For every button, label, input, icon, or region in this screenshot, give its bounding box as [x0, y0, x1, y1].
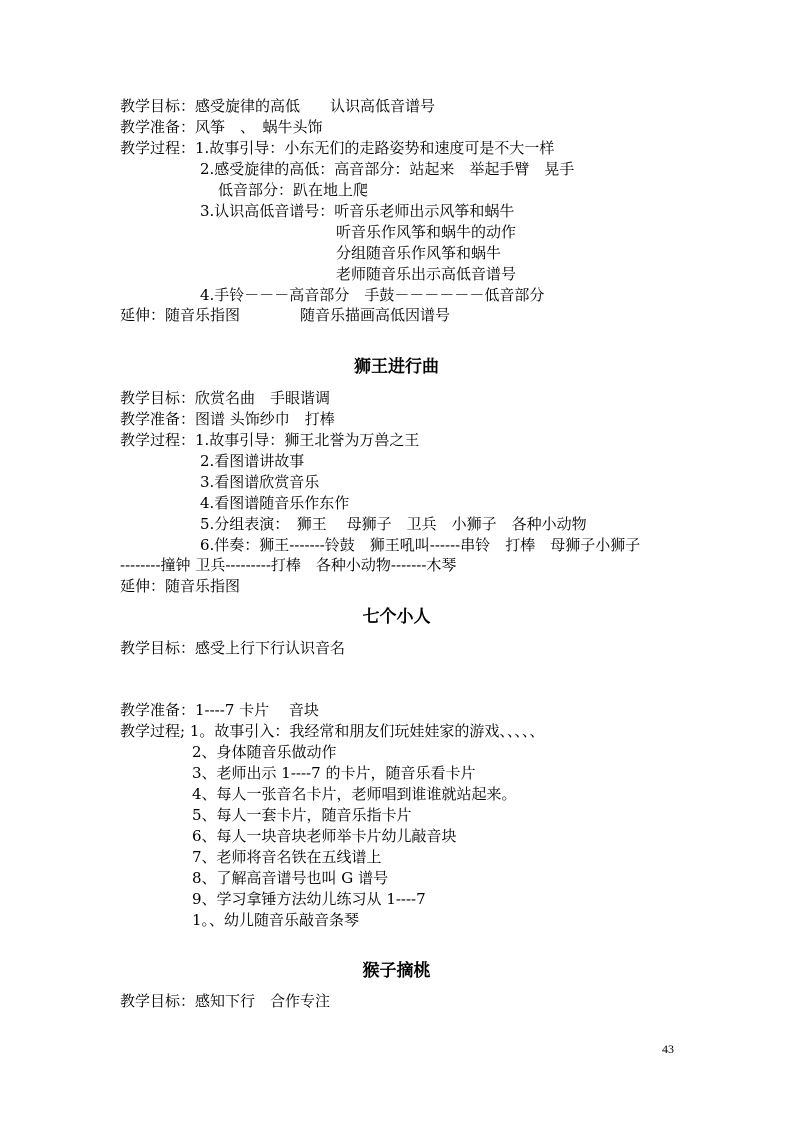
page-number: 43	[662, 1042, 674, 1056]
process-step: 老师随音乐出示高低音谱号	[336, 265, 517, 283]
process-step: 3、老师出示 1----7 的卡片，随音乐看卡片	[192, 764, 476, 782]
section-title: 猴子摘桃	[362, 961, 431, 981]
process-step: 6、每人一块音块老师举卡片幼儿敲音块	[192, 827, 457, 845]
process-step: 4、每人一张音名卡片，老师唱到谁谁就站起来。	[192, 785, 517, 803]
process-step: 3.看图谱欣赏音乐	[200, 473, 320, 491]
prep-line: 教学准备：图谱 头饰纱巾 打棒	[120, 410, 335, 428]
process-line: 教学过程：1.故事引导：狮王北誉为万兽之王	[120, 431, 420, 449]
prep-line: 教学准备：1----7 卡片 音块	[120, 701, 319, 719]
process-step: 2.感受旋律的高低：高音部分：站起来 举起手臂 晃手	[200, 160, 575, 178]
process-step: 2.看图谱讲故事	[200, 452, 305, 470]
prep-line: 教学准备：风筝 、 蜗牛头饰	[120, 118, 323, 136]
process-step: --------撞钟 卫兵---------打棒 各种小动物-------木琴	[120, 556, 457, 574]
section-title: 狮王进行曲	[354, 357, 439, 377]
extension-line: 延伸：随音乐指图	[120, 577, 241, 595]
goal-line: 教学目标：感受旋律的高低 认识高低音谱号	[120, 97, 436, 115]
process-step: 4.看图谱随音乐作东作	[200, 494, 350, 512]
process-step: 9、学习拿锤方法幼儿练习从 1----7	[192, 890, 426, 908]
section-title: 七个小人	[362, 607, 431, 627]
process-line: 教学过程; 1。故事引入：我经常和朋友们玩娃娃家的游戏、、、、、	[120, 722, 545, 740]
goal-line: 教学目标：感受上行下行认识音名	[120, 639, 346, 657]
process-step: 4.手铃－－－高音部分 手鼓－－－－－－低音部分	[200, 286, 545, 304]
process-step: 5、每人一套卡片，随音乐指卡片	[192, 806, 412, 824]
process-step: 7、老师将音名铁在五线谱上	[192, 848, 382, 866]
process-step: 分组随音乐作风筝和蜗牛	[336, 244, 502, 262]
process-step: 3.认识高低音谱号：听音乐老师出示风筝和蜗牛	[200, 202, 515, 220]
extension-line: 延伸：随音乐指图 随音乐描画高低因谱号	[120, 306, 451, 324]
process-step: 听音乐作风筝和蜗牛的动作	[336, 223, 517, 241]
goal-line: 教学目标：感知下行 合作专注	[120, 992, 331, 1010]
process-step: 8、了解高音谱号也叫 G 谱号	[192, 869, 389, 887]
process-step: 2、身体随音乐做动作	[192, 743, 337, 761]
goal-line: 教学目标：欣赏名曲 手眼谐调	[120, 389, 331, 407]
process-line: 教学过程：1.故事引导：小东无们的走路姿势和速度可是不大一样	[120, 139, 555, 157]
process-step: 低音部分：趴在地上爬	[218, 181, 369, 199]
process-step: 5.分组表演： 狮王 母狮子 卫兵 小狮子 各种小动物	[200, 515, 587, 533]
process-step: 6.伴奏：狮王-------铃鼓 狮王吼叫------串铃 打棒 母狮子小狮子	[200, 536, 641, 554]
process-step: 1。、幼儿随音乐敲音条琴	[192, 911, 360, 929]
